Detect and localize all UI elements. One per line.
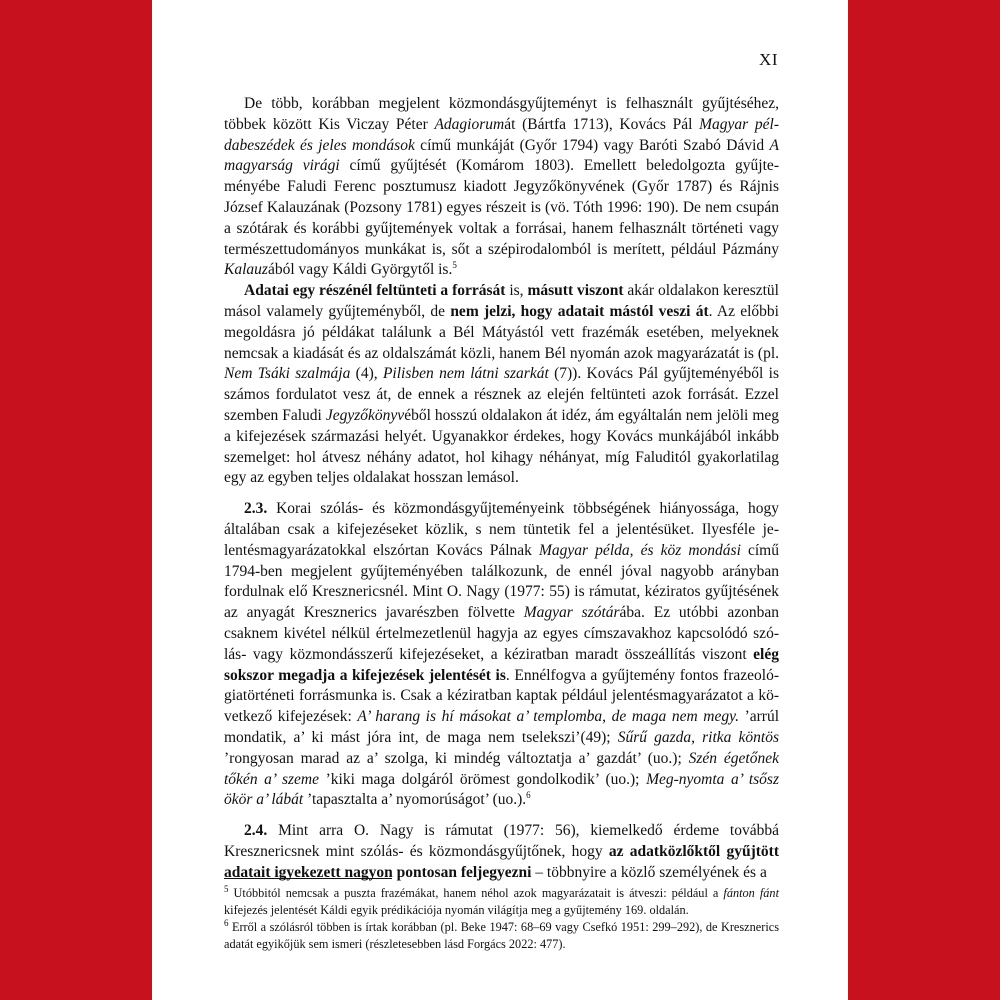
- section-number: 2.4.: [244, 822, 268, 840]
- footnote-divider: [224, 878, 392, 879]
- book-page: [152, 0, 848, 1000]
- footnote-ref-6: 6: [526, 790, 531, 801]
- paragraph-2: Adatai egy részénél feltünteti a forrását is, másutt viszont akár oldalakon keresztül másol valamely gyűjteményből, de nem jelzi, hogy adatait mástól veszi át. Az előbbi megoldásra jó példákat találunk a Bél Mátyástól vett frazémák esetében, melyeknek nemcsak a kiadását és az oldalszámát közli, hanem Bél nyomán azok magyarázatát is (pl. Nem Tsáki szalmája (4), Pilisben nem látni szarkát (7)). Kovács Pál gyűjteményéből is számos fordulatot vesz át, de ennek a résznek az elején feltünteti azok forrását. Ezzel szemben Faludi Jegyzőkönyvéből hosszú oldalakon át idéz, ám egyáltalán nem jelöli meg a kifejezések származási helyét. Ugyanakkor érdekes, hogy Kovács munkájából inkább szemelget: hol átvesz néhány adatot, hol kihagy néhányat, míg Faluditól gyakorlatilag egy az egyben teljes oldalakat hosszan lemásol.: [224, 282, 780, 487]
- section-2-4: 2.4. Mint arra O. Nagy is rámutat (1977: 56), kiemelkedő érdeme továbbá Kresznericsnek mint szólás- és közmondásgyűjtőnek, hogy az adatközlőktől gyűjtött adatait igyekezett nagyon pontosan feljegyezni – többnyire a közlő személyének és a: [224, 822, 780, 881]
- page-number: XI: [759, 50, 778, 69]
- footnote-ref-5: 5: [452, 260, 457, 271]
- footnotes: [224, 885, 779, 953]
- footnote-6: $^6$ Erről a szólásról többen is írtak korábban (pl. Beke 1947: 68–69 vagy Csefkó 1951: 299–292), de Kresznerics adatát egyikőjük sem ismeri (részletesebben lásd Forgács 2022: 477).: [224, 917, 779, 951]
- section-2-3: 2.3. Korai szólás- és közmondásgyűjteményeink többségének hiányossága, hogy általában csak a kifejezéseket közlik, s nem tüntetik fel a jelentésüket. Ilyesféle jelentésmagyarázatokkal elszórtan Kovács Pálnak Magyar példa, és köz mondási című 1794-ben megjelent gyűjteményében találkozunk, de ennél jóval nagyobb arányban fordulnak elő Kresznericsnél. Mint O. Nagy (1977: 55) is rámutat, kéziratos gyűjtésének az anyagát Kresznerics javarészben fölvette Magyar szótárába. Ez utóbbi azonban csaknem kivétel nélkül értelmezetlenül hagyja az egyes címszavakhoz kapcsolódó szólás- vagy közmondásszerű kifejezéseket, a kéziratban maradt összeállítás viszont elég sokszor megadja a kifejezések jelentését is. Ennélfogva a gyűjtemény fontos frazeológiatörténeti forrásmunka is. Csak a kéziratban kaptak például jelentésmagyarázatot a következő kifejezések: A’ harang is hí másokat a’ templomba, de maga nem megy. ’arrúl mondatik, a’ ki mást jóra int, de maga nem tselekszi’(49); Sűrű gazda, ritka köntös ’rongyosan marad az a’ szolga, ki mindég változtatja a’ gazdát’ (uo.); Szén égetőnek tőkén a’ szeme ’kiki maga dolgáról örömest gondolkodik’ (uo.); Meg-nyomta a’ tsősz ökör a’ lábát ’tapasztalta a’ nyomorúságot’ (uo.).$^6$: [224, 500, 780, 809]
- section-number: 2.3.: [244, 500, 268, 518]
- main-text: [224, 94, 779, 883]
- footnote-5: $^5$ Utóbbitól nemcsak a puszta frazémákat, hanem néhol azok magyarázatait is átveszi: például a fánton fánt kifejezés jelentését Káldi egyik prédikációja nyomán világítja meg a gyűjtemény 169. oldalán.: [224, 883, 779, 917]
- paragraph-1: De több, korábban megjelent közmondásgyűjteményt is felhasznált gyűjtéséhez, többek között Kis Viczay Péter Adagiorumát (Bártfa 1713), Kovács Pál Magyar példabeszédek és jeles mondások című munkáját (Győr 1794) vagy Baróti Szabó Dávid A magyarság virági című gyűjtését (Komárom 1803). Emellett beledolgozta gyűjteményébe Faludi Ferenc posztumusz kiadott Jegyzőkönyvének (Győr 1787) és Rájnis József Kalauzának (Pozsony 1781) egyes részeit is (vö. Tóth 1996: 190). De nem csupán a szótárak és korábbi gyűjtemények voltak a forrásai, hanem felhasznált történeti vagy természettudományos munkákat is, sőt a szépirodalomból is merített, például Pázmány Kalauzából vagy Káldi Györgytől is.$^5$: [224, 95, 779, 279]
